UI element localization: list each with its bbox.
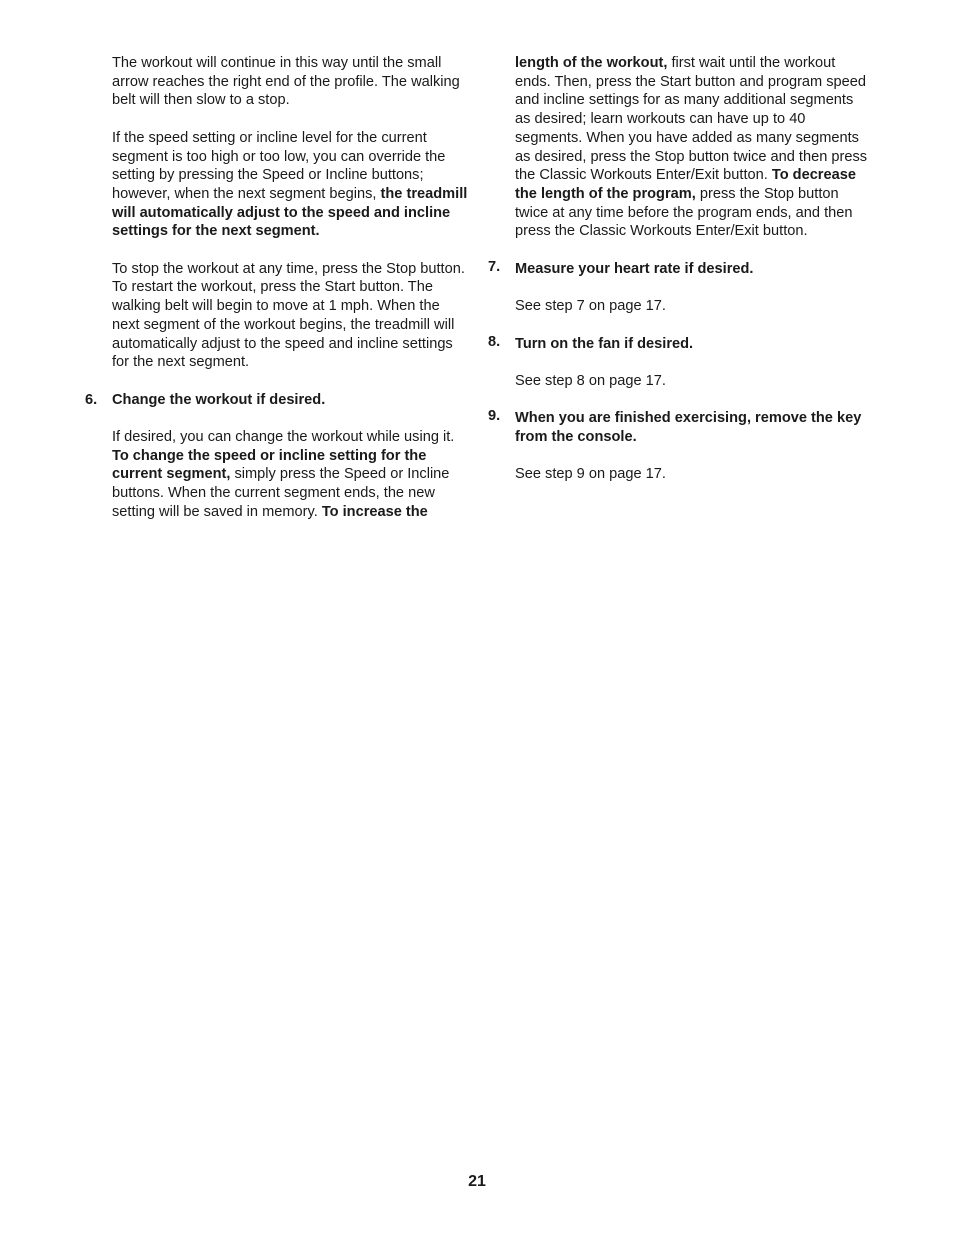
step-9-text: See step 9 on page 17.	[515, 466, 666, 483]
page-number: 21	[468, 1173, 486, 1190]
paragraph-workout-continue: The workout will continue in this way until the small arrow reaches the right end of the profile. The walking belt will then slow to a stop.	[112, 55, 460, 109]
change-workout-bold-1: To change the speed or incline setting for the current segment,	[112, 447, 427, 483]
step-9-title: When you are finished exercising, remove the key from the console.	[515, 410, 862, 445]
step-7-heading	[488, 258, 871, 279]
change-workout-text-1: If desired, you can change the workout while using it.	[112, 429, 455, 445]
step-7-text: See step 7 on page 17.	[515, 298, 666, 315]
step-8-text: See step 8 on page 17.	[515, 372, 666, 389]
step-6-heading	[85, 391, 468, 410]
paragraph-increase-length	[515, 54, 871, 241]
step-8-title: Turn on the fan if desired.	[515, 335, 694, 352]
step-9-number: 9.	[488, 408, 501, 425]
right-column	[488, 54, 871, 484]
step-7-number: 7.	[488, 258, 501, 275]
step-6-number: 6.	[85, 391, 98, 408]
decrease-length-text: press the Stop button twice at any time before the program ends, and then press the Classic Workouts Enter/Exit button.	[515, 185, 853, 240]
paragraph-stop-workout: To stop the workout at any time, press the Stop button. To restart the workout, press the Start button. The walking belt will begin to move at 1 mph. When the next segment of the workout begins, the treadmill will automatically adjust to the speed and incline settings for the next segment.	[112, 260, 465, 371]
step-9-heading	[488, 408, 871, 446]
change-workout-text-2: simply press the Speed or Incline buttons. When the current segment ends, the new setting will be saved in memory.	[112, 466, 450, 520]
increase-length-text: first wait until the workout ends. Then, press the Start button and program speed and incline settings for as many additional segments as desired; learn workouts can have up to 40 segments. When you have added as many segments as desired, press the Stop button twice and then press the Classic Workouts Enter/Exit button.	[515, 55, 868, 184]
increase-length-bold: length of the workout,	[515, 55, 668, 71]
step-6-title: Change the workout if desired.	[112, 391, 326, 408]
paragraph-change-workout	[112, 428, 468, 522]
override-bold-text: the treadmill will automatically adjust to the speed and incline settings for the next segment.	[112, 185, 468, 240]
change-workout-bold-2: To increase the	[321, 503, 428, 520]
step-8-heading	[488, 333, 871, 354]
override-text: If the speed setting or incline level for the current segment is too high or too low, you can override the setting by pressing the Speed or Incline buttons; however, when the next segment begins,	[112, 129, 446, 202]
decrease-length-bold: To decrease the length of the program,	[515, 167, 856, 202]
left-column	[85, 54, 468, 522]
paragraph-override-setting	[112, 129, 468, 241]
step-7-title: Measure your heart rate if desired.	[515, 260, 754, 277]
step-8-number: 8.	[488, 333, 501, 350]
